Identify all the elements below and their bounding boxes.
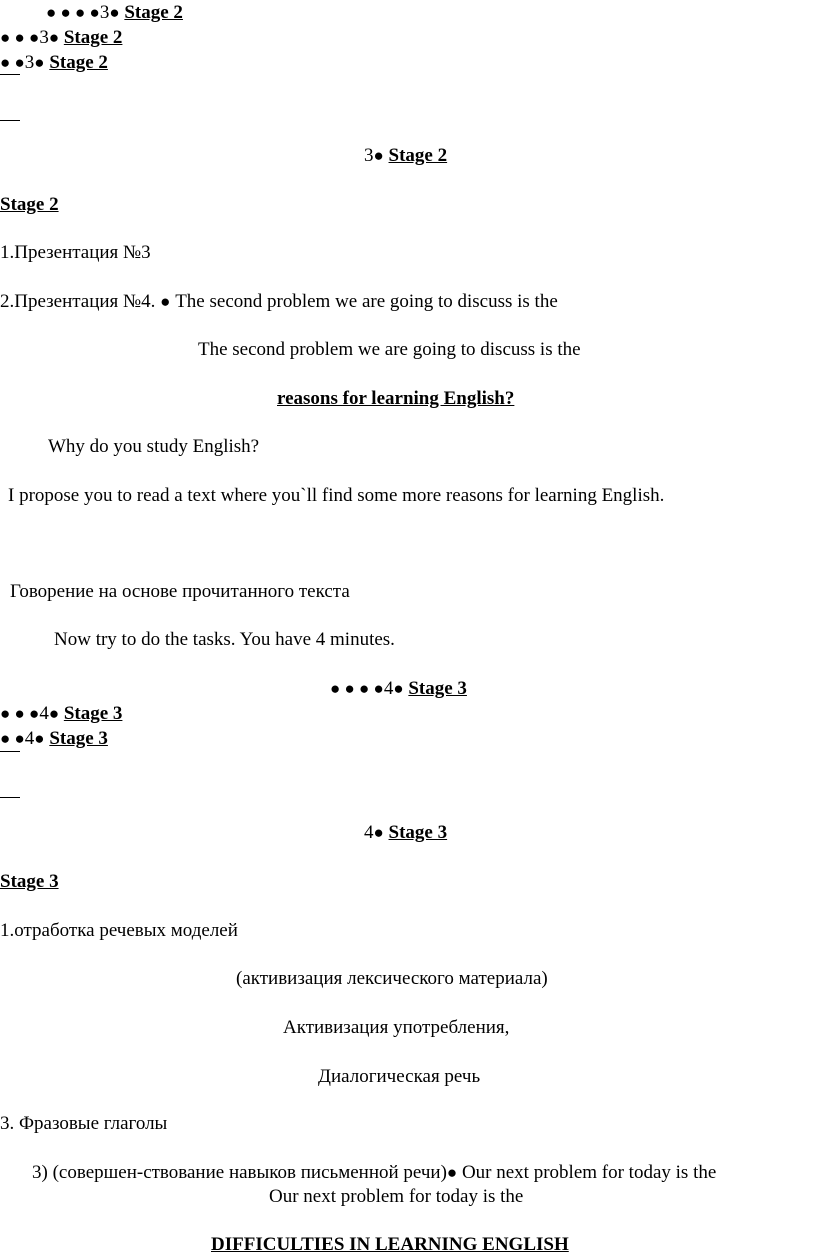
bullet: ● <box>34 729 45 748</box>
bullet-group: ● ● ● ● <box>46 3 100 22</box>
question-text: Why do you study English? <box>48 436 260 457</box>
bullet: ● <box>48 704 60 723</box>
outline-line-1 <box>330 677 467 701</box>
bullet: ● <box>373 146 384 165</box>
reasons-heading: reasons for learning English? <box>277 388 515 409</box>
bullet-group: ● ● <box>0 53 25 72</box>
list-item-2-prefix: 2.Презентация №4. <box>0 291 161 312</box>
outline-number: 4 <box>364 822 374 843</box>
bullet-group: ● ● ● <box>0 704 40 723</box>
bullet-group: ● ● <box>0 729 25 748</box>
stage-3-heading[interactable]: Stage 3 <box>0 871 59 892</box>
bullet-group: ● ● ● ● <box>330 679 384 698</box>
stage-3-link[interactable]: Stage 3 <box>388 822 448 843</box>
bullet: ● <box>34 53 45 72</box>
divider <box>0 797 20 798</box>
outline-number: 3 <box>99 2 110 23</box>
bullet: ● <box>373 823 384 842</box>
speaking-text: Говорение на основе прочитанного текста <box>10 581 350 602</box>
list-item-1: 1.Презентация №3 <box>0 242 151 263</box>
stage-3-item-1: 1.отработка речевых моделей <box>0 920 238 941</box>
bullet: ● <box>109 3 120 22</box>
divider <box>0 74 20 75</box>
outline-number: 3 <box>39 27 49 48</box>
second-problem-text: The second problem we are going to discuss is the <box>198 339 581 360</box>
stage-2-link[interactable]: Stage 2 <box>63 27 123 48</box>
bullet: ● <box>393 679 404 698</box>
activation-material-text: (активизация лексического материала) <box>236 968 548 989</box>
stage-2-link[interactable]: Stage 2 <box>388 145 448 166</box>
difficulties-heading: DIFFICULTIES IN LEARNING ENGLISH <box>211 1234 569 1255</box>
list-item-2-text: The second problem we are going to discuss is the <box>170 291 558 312</box>
outline-line-2 <box>0 702 122 726</box>
activation-usage-text: Активизация употребления, <box>283 1017 510 1038</box>
outline-line-2 <box>0 26 122 50</box>
outline-line-centered <box>364 144 447 168</box>
outline-number: 3 <box>24 52 35 73</box>
outline-line-3 <box>0 51 108 75</box>
outline-line-1 <box>46 1 183 25</box>
tasks-text: Now try to do the tasks. You have 4 minutes. <box>54 629 395 650</box>
stage-3-link[interactable]: Stage 3 <box>408 678 467 699</box>
stage-2-heading[interactable]: Stage 2 <box>0 194 59 215</box>
outline-number: 3 <box>364 145 374 166</box>
bullet: ● <box>48 28 60 47</box>
next-problem-text: Our next problem for today is the <box>269 1186 524 1207</box>
list-item-2 <box>0 290 558 314</box>
writing-line <box>32 1161 716 1185</box>
stage-3-item-3: 3. Фразовые глаголы <box>0 1113 168 1134</box>
outline-number: 4 <box>383 678 394 699</box>
outline-number: 4 <box>39 703 49 724</box>
divider <box>0 751 20 752</box>
dialogue-text: Диалогическая речь <box>318 1066 481 1087</box>
divider <box>0 120 20 121</box>
outline-number: 4 <box>24 728 35 749</box>
stage-2-link[interactable]: Stage 2 <box>49 52 108 73</box>
writing-prefix: 3) (совершен-ствование навыков письменной речи) <box>32 1162 447 1183</box>
stage-2-link[interactable]: Stage 2 <box>124 2 183 23</box>
outline-line-centered <box>364 821 447 845</box>
proposal-text: I propose you to read a text where you`ll find some more reasons for learning English. <box>8 485 665 506</box>
stage-3-link[interactable]: Stage 3 <box>63 703 123 724</box>
bullet: ● <box>160 292 171 311</box>
bullet-group: ● ● ● <box>0 28 40 47</box>
writing-text: Our next problem for today is the <box>457 1162 717 1183</box>
outline-line-3 <box>0 727 108 751</box>
stage-3-link[interactable]: Stage 3 <box>49 728 108 749</box>
bullet: ● <box>446 1163 458 1182</box>
